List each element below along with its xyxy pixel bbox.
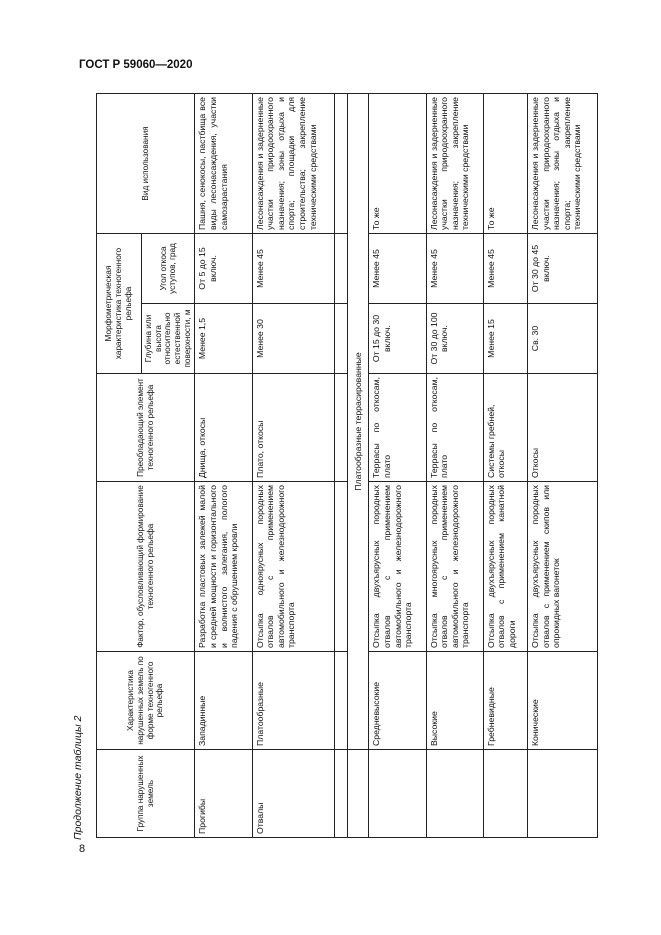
cell-group bbox=[369, 750, 426, 838]
cell-use: То же bbox=[483, 93, 527, 233]
table-section-row bbox=[348, 93, 369, 837]
table-row bbox=[426, 93, 483, 837]
col-header-form: Характеристика нарушенных земель по форме техногенного рельефа bbox=[97, 652, 195, 750]
table-row-spacer bbox=[335, 93, 348, 837]
cell-group: Прогибы bbox=[195, 750, 252, 838]
cell-element: Днища, откосы bbox=[195, 374, 252, 482]
cell-depth: Менее 1,5 bbox=[195, 304, 252, 374]
col-header-element: Преобладающий элемент техногенного рельефа bbox=[97, 374, 195, 482]
cell-empty bbox=[335, 482, 348, 652]
cell-use: То же bbox=[369, 93, 426, 233]
cell-element: Откосы bbox=[528, 374, 598, 482]
cell-group bbox=[483, 750, 527, 838]
cell-empty bbox=[335, 304, 348, 374]
cell-factor: Отсыпка двухъярусных породных отвалов с применением канатной дороги bbox=[483, 482, 527, 652]
cell-empty bbox=[335, 374, 348, 482]
cell-slope: Менее 45 bbox=[483, 233, 527, 303]
table-header bbox=[97, 93, 195, 837]
cell-form: Платообразные bbox=[252, 652, 335, 750]
cell-empty bbox=[335, 233, 348, 303]
cell-factor: Отсыпка одноярусных породных отвалов с применением автомобильного и железнодорожного транспорта bbox=[252, 482, 335, 652]
cell-form: Западинные bbox=[195, 652, 252, 750]
cell-depth: От 30 до 100 включ. bbox=[426, 304, 483, 374]
cell-factor: Разработка пластовых залежей малой и средней мощности и горизонтального и волнистого залегания, пологого падения с обрушением кровли bbox=[195, 482, 252, 652]
table-row bbox=[195, 93, 252, 837]
cell-group bbox=[426, 750, 483, 838]
cell-form: Конические bbox=[528, 652, 598, 750]
cell-depth: Св. 30 bbox=[528, 304, 598, 374]
cell-use: Лесонасаждения и задерненные участки природоохранного назначения; закрепление техническими средствами bbox=[426, 93, 483, 233]
cell-factor: Отсыпка многоярусных породных отвалов с применением автомобильного и железнодорожного транспорта bbox=[426, 482, 483, 652]
cell-element: Террасы по откосам, плато bbox=[426, 374, 483, 482]
cell-depth: Менее 15 bbox=[483, 304, 527, 374]
cell-slope: Менее 45 bbox=[252, 233, 335, 303]
col-header-factor: Фактор, обусловливающий формирование техногенного рельефа bbox=[97, 482, 195, 652]
cell-factor: Отсыпка двухъярусных породных отвалов с применением автомобильного и железнодорожного транспорта bbox=[369, 482, 426, 652]
cell-use: Лесонасаждения и задерненные участки природоохранного назначения; зоны отдыха и спорта; закрепление техническими средствами bbox=[528, 93, 598, 233]
page-number: 8 bbox=[79, 843, 86, 855]
cell-depth: От 15 до 30 включ. bbox=[369, 304, 426, 374]
cell-element: Плато, откосы bbox=[252, 374, 335, 482]
cell-empty bbox=[335, 652, 348, 750]
cell-empty bbox=[348, 750, 369, 838]
cell-factor: Отсыпка двухъярусных породных отвалов с применением скипов или опрокидных вагонеток bbox=[528, 482, 598, 652]
cell-depth: Менее 30 bbox=[252, 304, 335, 374]
cell-use: Пашня, сенокосы, пастбища все виды лесонасаждения, участки самозарастания bbox=[195, 93, 252, 233]
cell-slope: От 30 до 45 включ. bbox=[528, 233, 598, 303]
cell-element: Системы гребней, откосы bbox=[483, 374, 527, 482]
table-continuation-caption: Продолжение таблицы 2 bbox=[72, 715, 84, 840]
cell-empty bbox=[335, 93, 348, 233]
cell-element: Террасы по откосам, плато bbox=[369, 374, 426, 482]
col-header-use: Вид использования bbox=[97, 93, 195, 233]
cell-form: Высокие bbox=[426, 652, 483, 750]
table-row bbox=[252, 93, 335, 837]
section-label: Платообразные террасированные bbox=[348, 93, 369, 749]
cell-group bbox=[528, 750, 598, 838]
table-row bbox=[528, 93, 598, 837]
cell-slope: Менее 45 bbox=[369, 233, 426, 303]
cell-form: Средневысокие bbox=[369, 652, 426, 750]
table-row bbox=[483, 93, 527, 837]
col-header-morphometric: Морфометрическая характеристика техногенного рельефа bbox=[97, 233, 142, 373]
col-header-depth: Глубина или высота относительно естественной поверхности, м bbox=[142, 304, 195, 374]
cell-form: Гребневидные bbox=[483, 652, 527, 750]
cell-use: Лесонасаждения и задерненные участки природоохранного назначения; зоны отдыха и спорта; площадки для строительства; закрепление техническими средствами bbox=[252, 93, 335, 233]
table-body bbox=[195, 93, 598, 837]
rotated-table-wrapper bbox=[96, 94, 598, 838]
land-relief-table bbox=[96, 93, 598, 838]
cell-slope: Менее 45 bbox=[426, 233, 483, 303]
table-row bbox=[369, 93, 426, 837]
document-standard-header: ГОСТ Р 59060—2020 bbox=[79, 59, 193, 71]
cell-slope: От 5 до 15 включ. bbox=[195, 233, 252, 303]
col-header-group: Группа нарушенных земель bbox=[97, 750, 195, 838]
cell-group: Отвалы bbox=[252, 750, 335, 838]
cell-empty bbox=[335, 750, 348, 838]
col-header-slope: Угол откоса уступов, град bbox=[142, 233, 195, 303]
